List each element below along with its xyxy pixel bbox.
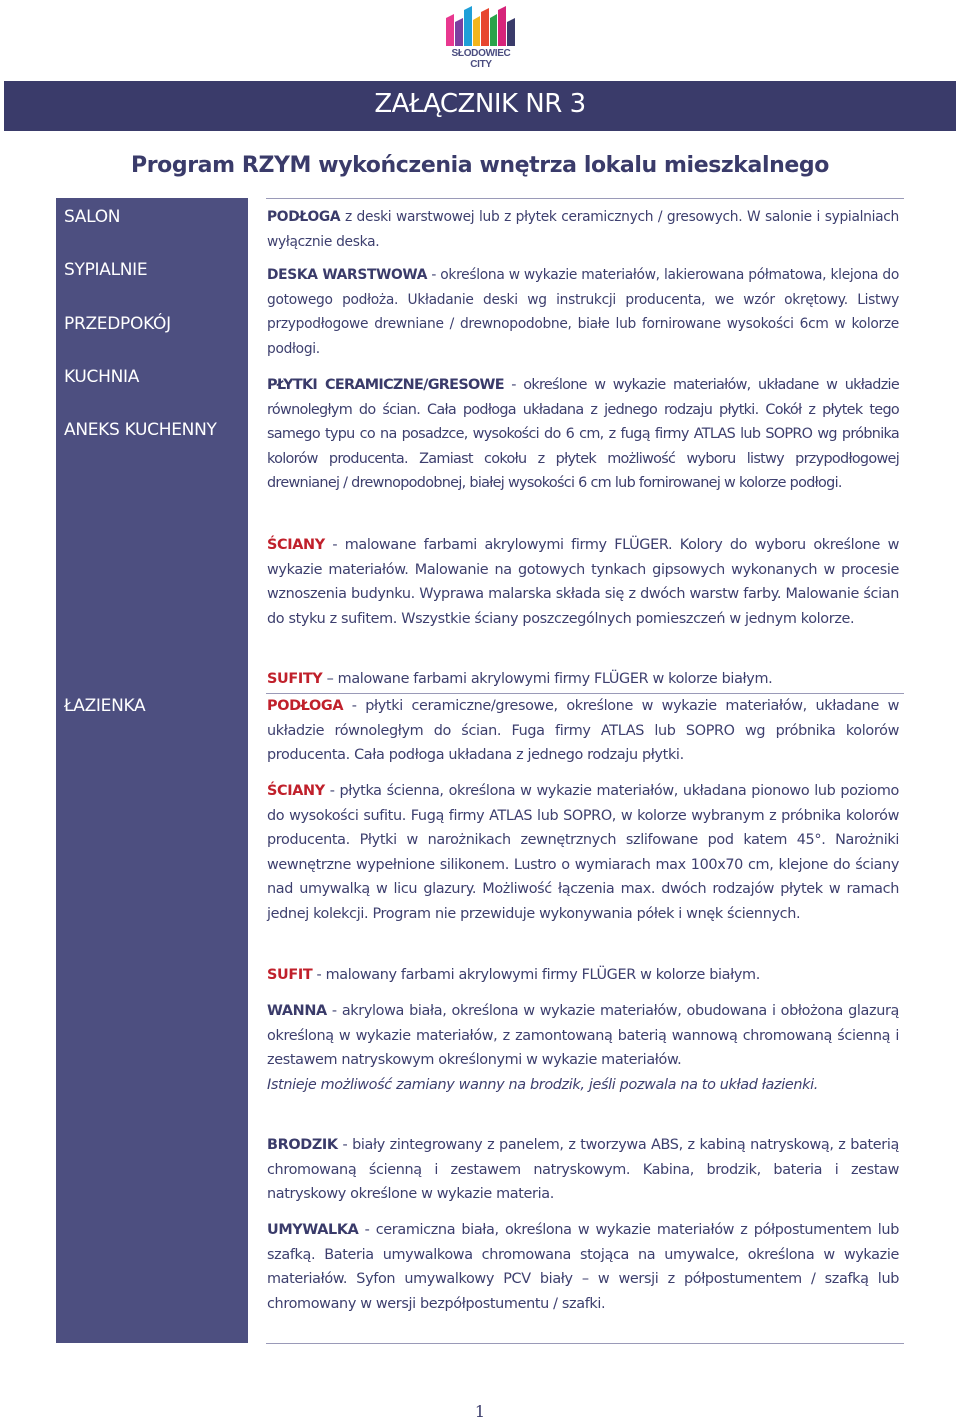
page-number: 1 [474, 1402, 486, 1421]
bathroom-ceiling-paragraph: SUFIT - malowany farbami akrylowymi firmy FLÜGER w kolorze białym. [267, 967, 760, 983]
room-label: PRZEDPOKÓJ [64, 314, 171, 334]
layered-board-paragraph: DESKA WARSTWOWA - określona w wykazie materiałów, lakierowana półmatowa, klejona do gotowego podłoża. Układanie deski wg instrukcji producenta, we wzór okrętowy. Listwy przypodłogowe drewniane / drewnopodobne, białe lub fornirowane wysokości 6cm w kolorze podłogi. [267, 267, 899, 357]
room-label: ANEKS KUCHENNY [64, 420, 217, 440]
page-title: ZAŁĄCZNIK NR 3 [374, 89, 586, 119]
shower-tray-paragraph: BRODZIK - biały zintegrowany z panelem, z tworzywa ABS, z kabiną natryskową, z baterią chromowaną ścienną i zestawem natryskowym. Kabina, brodzik, bateria i zestaw natryskowy określone w wykazie materia. [267, 1137, 899, 1202]
keyword: WANNA [267, 1003, 327, 1019]
bathroom-floor-paragraph: PODŁOGA - płytki ceramiczne/gresowe, określone w wykazie materiałów, układane w układzie równoległym do ścian. Fuga firmy ATLAS lub SOPRO wg próbnika kolorów producenta. Cała podłoga układana z jednego rodzaju płytki. [267, 698, 899, 763]
room-label: ŁAZIENKA [64, 696, 146, 716]
keyword: PŁYTKI CERAMICZNE/GRESOWE [267, 377, 504, 393]
walls-paragraph: ŚCIANY - malowane farbami akrylowymi firmy FLÜGER. Kolory do wyboru określone w wykazie materiałów. Malowanie na gotowych tynkach gipsowych wykonanych w procesie wznoszenia budynku. Wyprawa malarska składa się z dwóch warstw farby. Malowanie ścian do styku z sufitem. Wszystkie ściany poszczególnych pomieszczeń w jednym kolorze. [267, 537, 899, 627]
bathtub-note: Istnieje możliwość zamiany wanny na brodzik, jeśli pozwala na to układ łazienki. [267, 1076, 819, 1093]
bathroom-sidebar [56, 693, 248, 1343]
room-label: SYPIALNIE [64, 260, 148, 280]
keyword: SUFIT [267, 967, 313, 983]
keyword: UMYWALKA [267, 1222, 359, 1238]
room-label: KUCHNIA [64, 367, 140, 387]
section-divider [266, 198, 904, 199]
keyword: ŚCIANY [267, 783, 325, 799]
keyword: PODŁOGA [267, 698, 344, 714]
logo-wordmark: SŁODOWIEC CITY [451, 48, 511, 70]
keyword: BRODZIK [267, 1137, 338, 1153]
page-subtitle: Program RZYM wykończenia wnętrza lokalu mieszkalnego [131, 153, 829, 178]
washbasin-paragraph: UMYWALKA - ceramiczna biała, określona w wykazie materiałów z półpostumentem lub szafką. Bateria umywalkowa chromowana stojąca na umywalce, określona w wykazie materiałów. Syfon umywalkowy PCV biały – w wersji z półpostumentem / szafką lub chromowany w wersji bezpółpostumentu / szafki. [267, 1222, 899, 1312]
keyword: DESKA WARSTWOWA [267, 267, 428, 283]
bathroom-walls-paragraph: ŚCIANY - płytka ścienna, określona w wykazie materiałów, układana pionowo lub poziomo do wysokości sufitu. Fugą firmy ATLAS lub SOPRO, w kolorze wybranym z próbnika kolorów producenta. Płytki w narożnikach zewnętrznych szlifowane pod katem 45°. Narożniki wewnętrzne wypełnione silikonem. Lustro o wymiarach max 100x70 cm, klejone do ściany nad umywalką w licu glazury. Możliwość łączenia max. dwóch rodzajów płytek w ramach jednej kolekcji. Program nie przewiduje wykonywania półek i wnęk ściennych. [267, 783, 899, 922]
ceramic-tiles-paragraph: PŁYTKI CERAMICZNE/GRESOWE - określone w wykazie materiałów, układane w układzie równoległym do ścian. Cała podłoga układana z jednego rodzaju płytki. Cokół z płytek tego samego typu co na posadzce, wysokości do 6 cm, z fugą firmy ATLAS lub SOPRO wg próbnika kolorów producenta. Zamiast cokołu z płytek możliwość wyboru listwy przypodłogowej drewnianej / drewnopodobnej, białej wysokości 6 cm lub fornirowanej w kolorze podłogi. [267, 377, 900, 491]
ceilings-paragraph: SUFITY – malowane farbami akrylowymi firmy FLÜGER w kolorze białym. [267, 671, 773, 687]
section-divider [266, 1343, 904, 1344]
rooms-sidebar [56, 198, 248, 693]
title-banner [4, 81, 956, 131]
keyword: SUFITY [267, 671, 323, 687]
keyword: PODŁOGA [267, 209, 341, 225]
bathtub-paragraph: WANNA - akrylowa biała, określona w wykazie materiałów, obudowana i obłożona glazurą określoną w wykazie materiałów, z zamontowaną baterią wannową chromowaną ścienną i zestawem natryskowym określonymi w wykazie materiałów. Istnieje możliwość zamiany wanny na brodzik, jeśli pozwala na to układ łazienki. [267, 999, 899, 1097]
room-label: SALON [64, 207, 121, 227]
floor-paragraph: PODŁOGA z deski warstwowej lub z płytek ceramicznych / gresowych. W salonie i sypialniach wyłącznie deska. [267, 209, 899, 250]
keyword: ŚCIANY [267, 537, 325, 553]
city-skyline-icon [442, 6, 520, 50]
